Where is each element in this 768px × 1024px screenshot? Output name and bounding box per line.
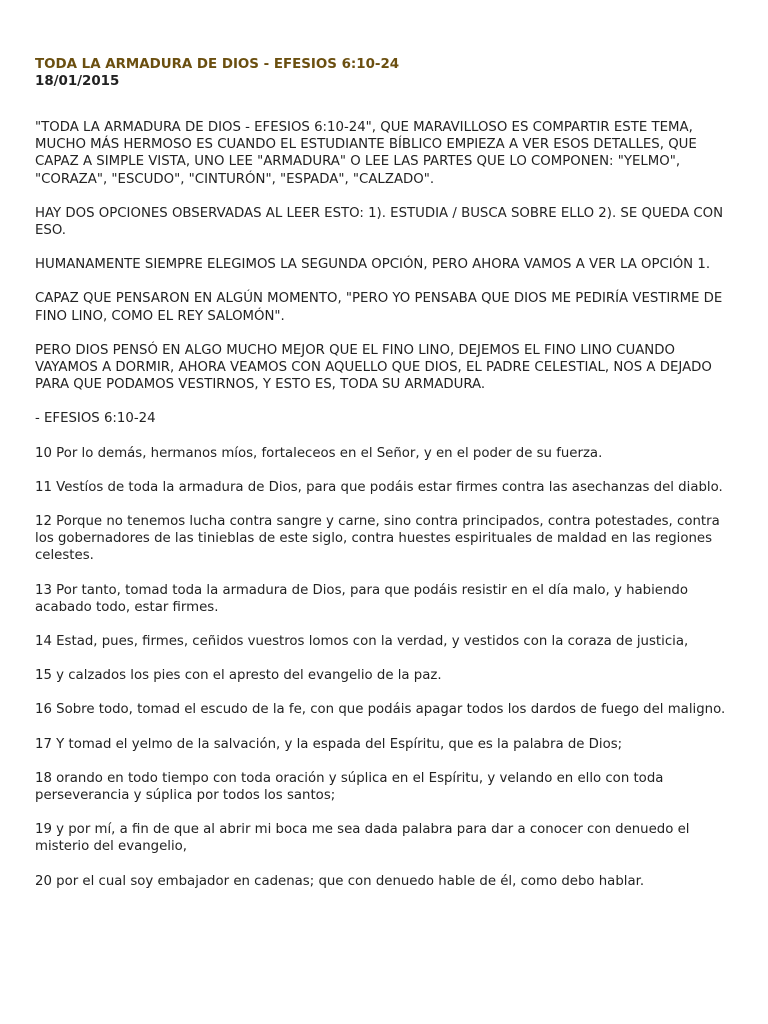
verse-17: 17 Y tomad el yelmo de la salvación, y la espada del Espíritu, que es la palabra de Dios;: [35, 736, 623, 752]
post-date: 18/01/2015: [35, 74, 120, 89]
verse-16: 16 Sobre todo, tomad el escudo de la fe, con que podáis apagar todos los dardos de fuego del maligno.: [35, 702, 726, 718]
verse-15: 15 y calzados los pies con el apresto del evangelio de la paz.: [35, 668, 442, 684]
intro-paragraph: "TODA LA ARMADURA DE DIOS - EFESIOS 6:10-24", QUE MARAVILLOSO ES COMPARTIR ESTE TEMA, MUCHO MÁS HERMOSO ES CUANDO EL ESTUDIANTE BÍBLICO EMPIEZA A VER ESOS DETALLES, QUE CAPAZ A SIMPLE VISTA, UNO LEE "ARMADURA" O LEE LAS PARTES QUE LO COMPONEN: "YELMO", "CORAZA", "ESCUDO", "CINTURÓN", "ESPADA", "CALZADO".: [35, 120, 697, 187]
verse-20: 20 por el cual soy embajador en cadenas; que con denuedo hable de él, como debo hablar.: [35, 873, 645, 889]
post-body: [35, 119, 740, 890]
verse-11: 11 Vestíos de toda la armadura de Dios, para que podáis estar firmes contra las asechanzas del diablo.: [35, 479, 723, 495]
verse-12: 12 Porque no tenemos lucha contra sangre y carne, sino contra principados, contra potestades, contra los gobernadores de las tinieblas de este siglo, contra huestes espirituales de maldad en las regiones celestes.: [35, 514, 720, 564]
verse-18: 18 orando en todo tiempo con toda oración y súplica en el Espíritu, y velando en ello con toda perseverancia y súplica por todos los santos;: [35, 770, 664, 804]
armor-paragraph: PERO DIOS PENSÓ EN ALGO MUCHO MEJOR QUE EL FINO LINO, DEJEMOS EL FINO LINO CUANDO VAYAMOS A DORMIR, AHORA VEAMOS CON AQUELLO QUE DIOS, EL PADRE CELESTIAL, NOS A DEJADO PARA QUE PODAMOS VESTIRNOS, Y ESTO ES, TODA SU ARMADURA.: [35, 342, 712, 393]
choice-paragraph: HUMANAMENTE SIEMPRE ELEGIMOS LA SEGUNDA OPCIÓN, PERO AHORA VAMOS A VER LA OPCIÓN 1.: [35, 257, 711, 273]
post-title: TODA LA ARMADURA DE DIOS - EFESIOS 6:10-24: [35, 57, 400, 72]
verse-10: 10 Por lo demás, hermanos míos, fortaleceos en el Señor, y en el poder de su fuerza.: [35, 445, 603, 461]
scripture-reference: - EFESIOS 6:10-24: [35, 411, 156, 427]
verse-13: 13 Por tanto, tomad toda la armadura de Dios, para que podáis resistir en el día malo, y habiendo acabado todo, estar firmes.: [35, 582, 688, 615]
verse-19: 19 y por mí, a fin de que al abrir mi boca me sea dada palabra para dar a conocer con denuedo el misterio del evangelio,: [35, 822, 690, 855]
verse-14: 14 Estad, pues, firmes, ceñidos vuestros lomos con la verdad, y vestidos con la coraza de justicia,: [35, 634, 689, 650]
fine-linen-paragraph: CAPAZ QUE PENSARON EN ALGÚN MOMENTO, "PERO YO PENSABA QUE DIOS ME PEDIRÍA VESTIRME DE FINO LINO, COMO EL REY SALOMÓN".: [35, 291, 723, 324]
options-paragraph: HAY DOS OPCIONES OBSERVADAS AL LEER ESTO: 1). ESTUDIA / BUSCA SOBRE ELLO 2). SE QUEDA CON ESO.: [35, 205, 724, 239]
